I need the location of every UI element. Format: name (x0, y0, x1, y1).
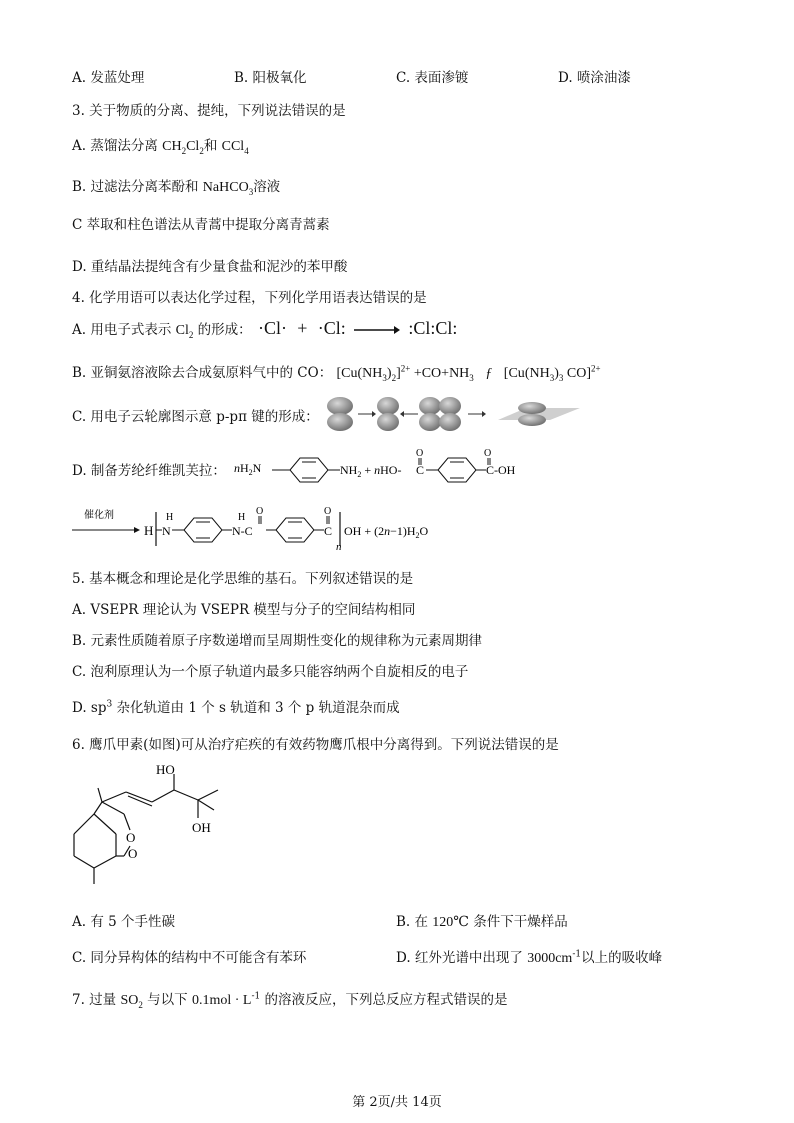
q6-option-b: B. 在 120℃ 条件下干燥样品 (396, 914, 568, 930)
yingzhaosu-molecule-structure (68, 760, 238, 896)
svg-text:NH2 + nHO-: $NH_2 + nHO-$ (340, 463, 402, 479)
svg-text:O: O (324, 506, 332, 517)
electron-dot-cl-atom-2: ·Cl: (317, 318, 346, 338)
arrow-right-icon-2 (468, 411, 486, 417)
peroxide-o-label-2: O (128, 846, 138, 861)
electron-dot-cl2-product: :Cl:Cl: (408, 318, 458, 338)
q6-option-c: C. 同分异构体的结构中不可能含有苯环 (72, 950, 307, 966)
svg-text:n: n (336, 541, 342, 552)
hydroxyl-oh-label: OH (192, 820, 211, 835)
q5-option-a: A. VSEPR 理论认为 VSEPR 模型与分子的空间结构相同 (72, 602, 416, 618)
pi-bond-cloud (498, 402, 580, 426)
q5-option-b: B. 元素性质随着原子序数递增而呈周期性变化的规律称为元素周期律 (72, 633, 483, 649)
electron-dot-cl-atom-1: ·Cl· (257, 318, 287, 338)
svg-text:H: H (144, 523, 154, 538)
q2-option-b: B. 阳极氧化 (234, 70, 307, 86)
svg-text:H: H (166, 512, 174, 523)
svg-text:C: C (416, 463, 425, 477)
svg-text:O: O (416, 448, 424, 459)
q5-stem: 5. 基本概念和理论是化学思维的基石。下列叙述错误的是 (72, 571, 414, 587)
q2-option-a: A. 发蓝处理 (72, 70, 145, 86)
hydroxyl-ho-label: HO (156, 762, 175, 777)
q5-option-d: D. $sp^3$ 杂化轨道由 1 个 s 轨道和 3 个 p 轨道混杂而成 (72, 699, 400, 716)
q3-option-b: B. 过滤法分离苯酚和 NaHCO$_3$溶液 (72, 179, 281, 197)
svg-text:OH + (2n−1)H2O: OH + $(2n-1)H_2O$ (344, 524, 429, 540)
peroxide-o-label-1: O (126, 830, 136, 845)
svg-text:O: O (484, 448, 492, 459)
p-p-pi-orbital-diagram (318, 396, 580, 432)
page-footer: 第 2页/共 14页 (352, 1095, 442, 1110)
kevlar-product-structure (72, 500, 452, 552)
q3-stem: 3. 关于物质的分离、提纯，下列说法错误的是 (72, 103, 346, 119)
svg-text:H: H (238, 512, 246, 523)
p-orbital-2 (377, 397, 399, 431)
q6-option-d: D. 红外光谱中出现了 $3000cm^{-1}$以上的吸收峰 (396, 949, 663, 966)
q6-stem: 6. 鹰爪甲素(如图)可从治疗疟疾的有效药物鹰爪根中分离得到。下列说法错误的是 (72, 737, 559, 753)
overlapping-p-orbitals (419, 397, 461, 431)
q2-option-c: C. 表面渗镀 (396, 70, 469, 86)
q4-option-d: D. 制备芳纶纤维凯芙拉： (72, 463, 226, 479)
q4-stem: 4. 化学用语可以表达化学过程，下列化学用语表达错误的是 (72, 290, 427, 306)
svg-text:nH2N: $nH_2N$ (234, 461, 262, 477)
q4-option-c: C. 用电子云轮廓图示意 p-pπ 键的形成： (72, 409, 319, 425)
svg-text:O: O (256, 506, 264, 517)
q7-stem: 7. 过量 $SO_2$ 与以下 $0.1mol \cdot L^{-1}$ 的溶液反应，下列总反应方程式错误的是 (72, 991, 508, 1010)
q4-option-b: B. 亚铜氨溶液除去合成氨原料气中的 CO： $[Cu(NH_3)_2]^{2+} +CO+NH_3$ ƒ [$Cu(NH_3)_3$ CO]$^{2+}$ (72, 363, 601, 383)
q3-option-c: C 萃取和柱色谱法从青蒿中提取分离青蒿素 (72, 217, 330, 233)
svg-text:催化剂: 催化剂 (84, 510, 114, 521)
p-orbital-1 (327, 397, 353, 431)
svg-text:C-OH: C-OH (486, 463, 516, 477)
arrow-right-icon (358, 411, 376, 417)
svg-text:C: C (324, 524, 333, 538)
q5-option-c: C. 泡利原理认为一个原子轨道内最多只能容纳两个自旋相反的电子 (72, 664, 469, 680)
q4-option-a: A. 用电子式表示 $Cl_2$ 的形成： ·Cl· + ·Cl: :Cl:Cl: (72, 318, 458, 340)
kevlar-reactants-structure (232, 446, 532, 488)
q6-option-a: A. 有 5 个手性碳 (72, 914, 176, 930)
svg-text:N-C: N-C (232, 524, 253, 538)
svg-text:N: N (162, 524, 171, 538)
plus-sign: + (297, 318, 308, 338)
q3-option-a: A. 蒸馏法分离 $CH_2Cl_2$和 CCl$_4$ (72, 138, 249, 156)
q2-option-d: D. 喷涂油漆 (558, 70, 631, 86)
reaction-arrow-icon (354, 323, 400, 339)
arrow-left-icon (400, 411, 418, 417)
q3-option-d: D. 重结晶法提纯含有少量食盐和泥沙的苯甲酸 (72, 259, 348, 275)
